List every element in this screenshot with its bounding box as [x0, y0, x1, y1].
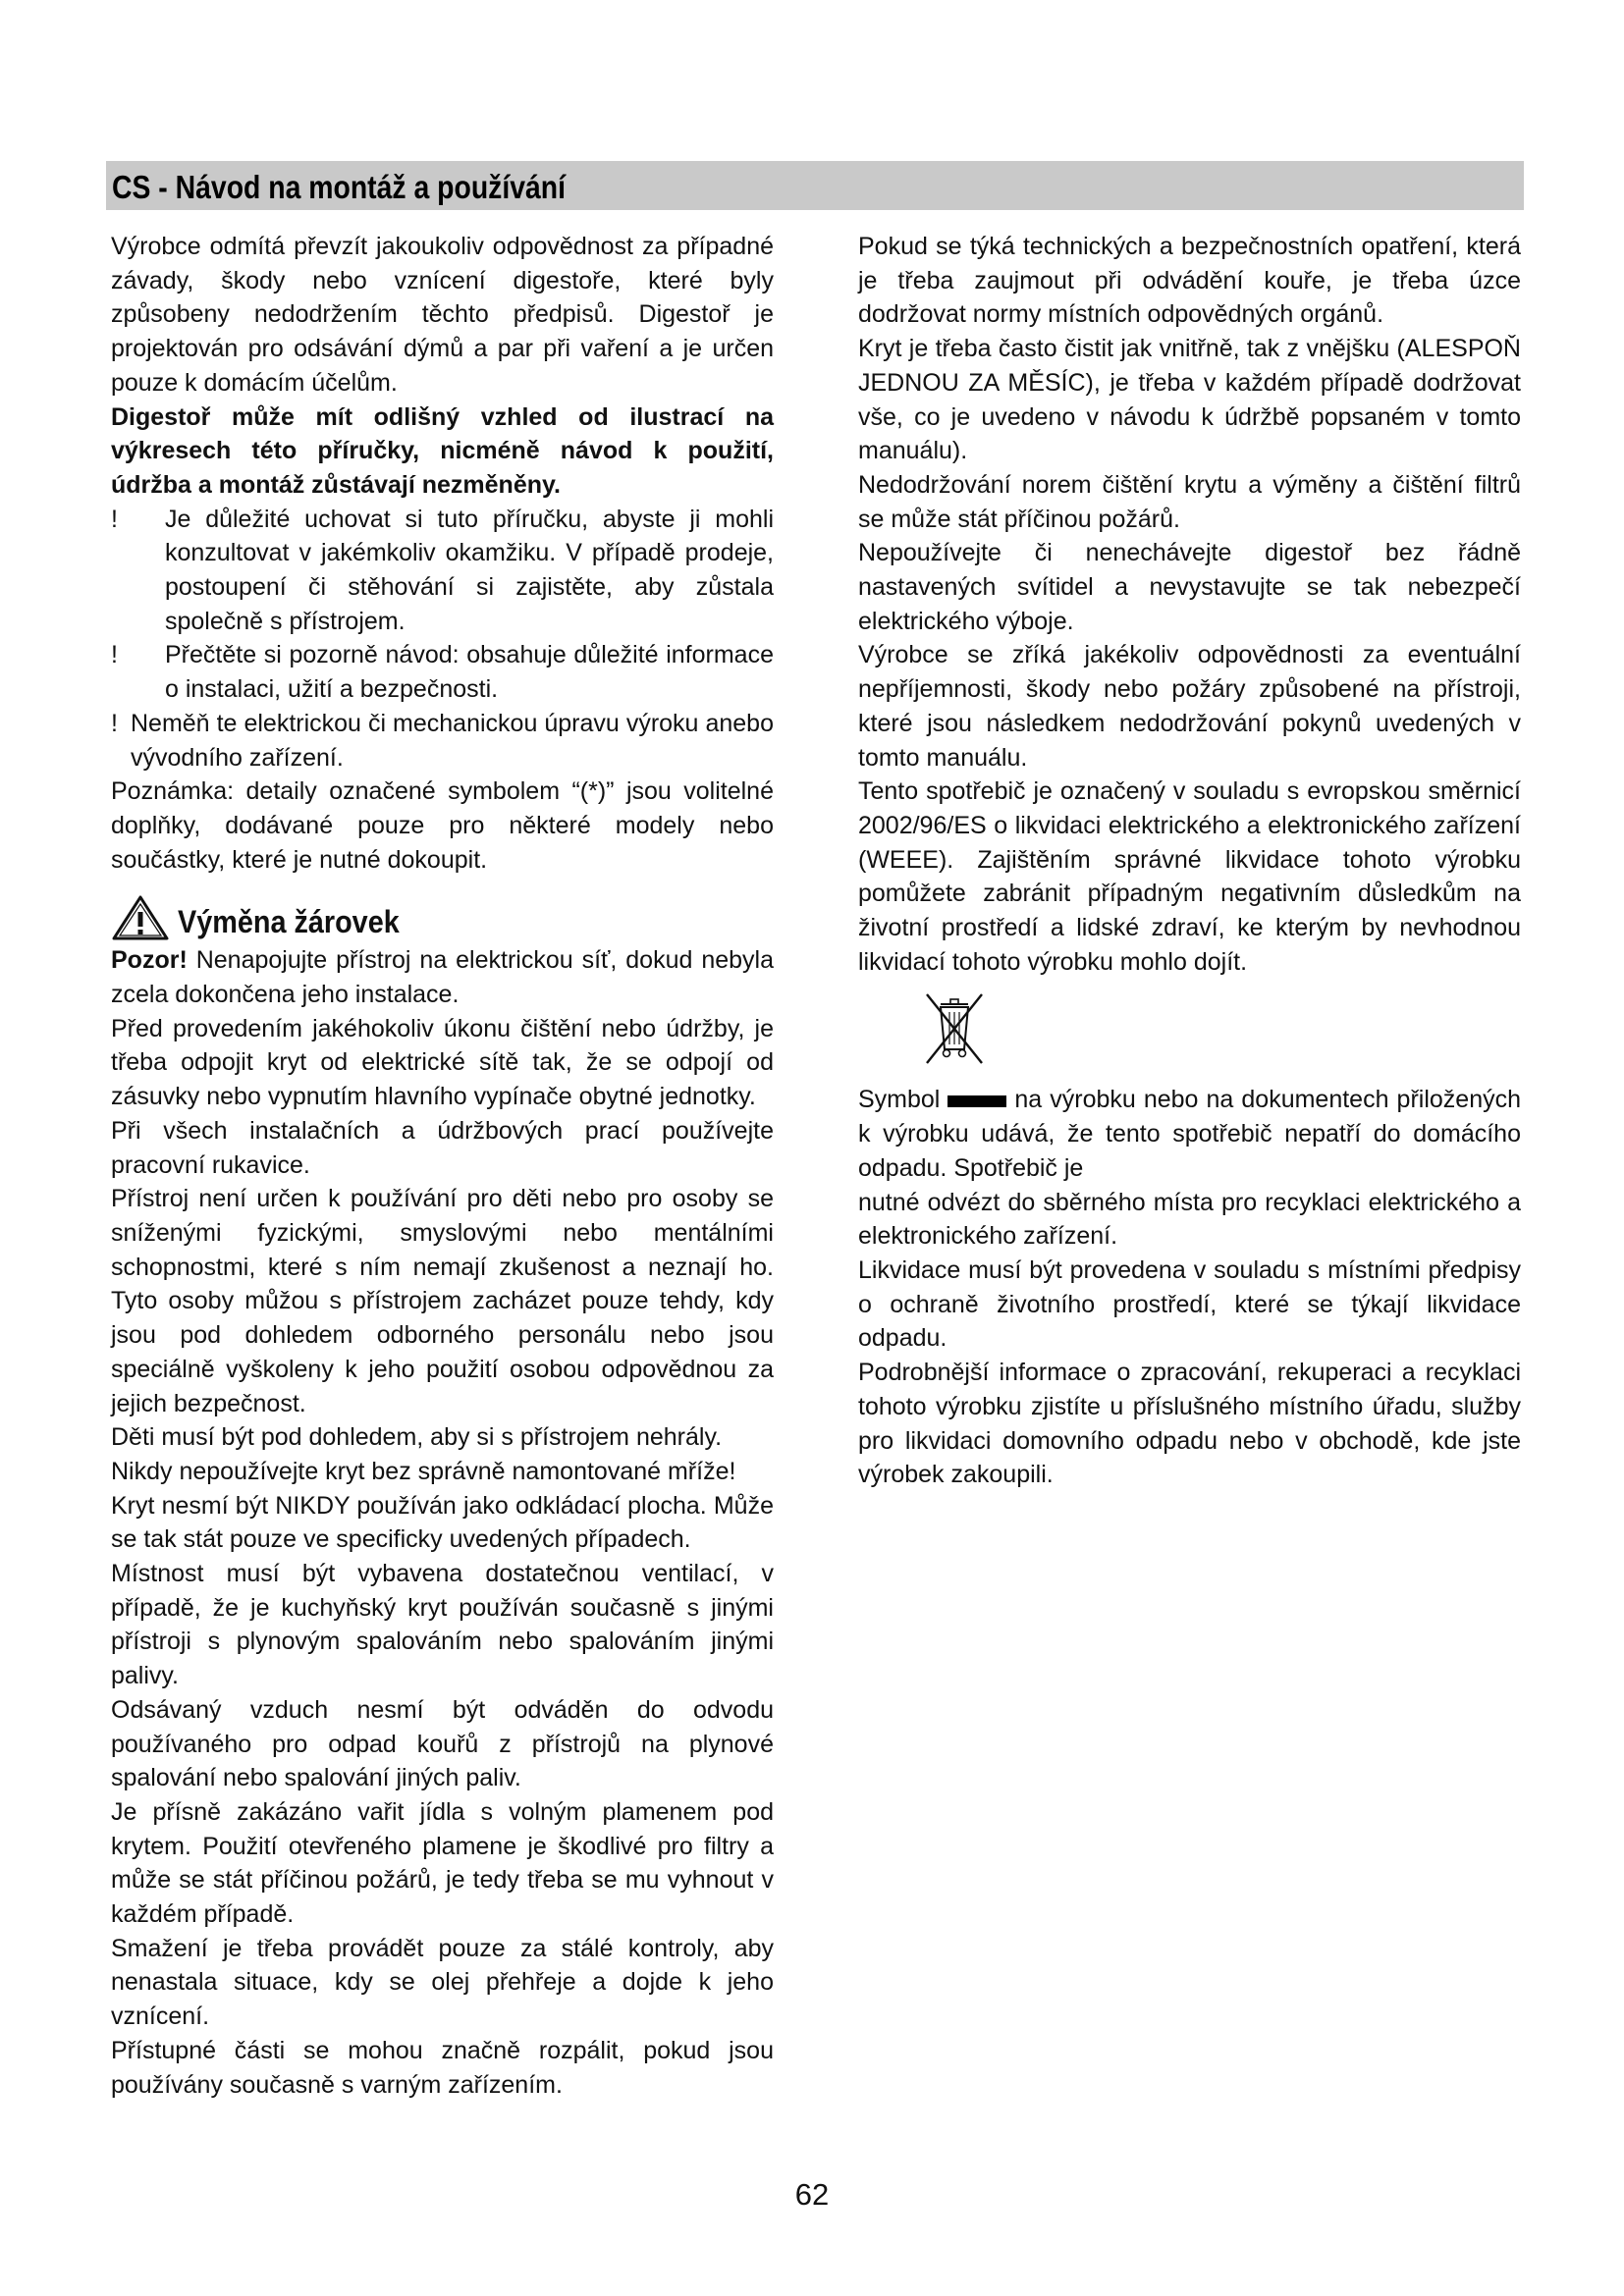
bullet-mark: ! — [111, 641, 118, 669]
bullet-text: Neměň te elektrickou či mechanickou úpravu výroku anebo vývodního zařízení. — [131, 709, 774, 772]
body-paragraph: Nikdy nepoužívejte kryt bez správně namontované mříže! — [111, 1457, 736, 1485]
body-paragraph: Děti musí být pod dohledem, aby si s přístrojem nehrály. — [111, 1423, 723, 1452]
bullet-text: Je důležité uchovat si tuto příručku, abyste ji mohli konzultovat v jakémkoliv okamžiku. V případě prodeje, postoupení či stěhování si zajistěte, aby zůstala společně s přístrojem. — [165, 505, 774, 635]
body-paragraph: Přístroj není určen k používání pro děti nebo pro osoby se sníženými fyzickými, smyslovými nebo mentálními schopnostmi, které s ním nemají zkušenost a neznají ho. Tyto osoby můžou s přístrojem zacházet pouze tehdy, kdy jsou pod dohledem odborného personálu nebo jsou speciálně vyškoleny k jeho použití osobou odpovědnou za jejich bezpečnost. — [111, 1185, 774, 1417]
weee-symbol-area — [858, 990, 1521, 1077]
right-column — [858, 230, 1521, 1492]
body-paragraph: Odsávaný vzduch nesmí být odváděn do odvodu používaného pro odpad kouřů z přístrojů na plynové spalování nebo spalování jiných paliv. — [111, 1695, 774, 1792]
page-title: CS - Návod na montáž a používání — [112, 169, 567, 205]
bullet-item — [111, 503, 774, 639]
body-paragraph: Kryt nesmí být NIKDY používán jako odkládací plocha. Může se tak stát pouze ve specificky uvedených případech. — [111, 1491, 774, 1554]
bullet-item — [111, 638, 774, 706]
body-paragraph: Pokud se týká technických a bezpečnostních opatření, která je třeba zaujmout při odvádění kouře, je třeba úzce dodržovat normy místních odpovědných orgánů. — [858, 233, 1521, 329]
bullet-mark: ! — [111, 709, 118, 737]
warning-triangle-icon — [111, 894, 170, 941]
intro-paragraph: Výrobce odmítá převzít jakoukoliv odpovědnost za případné závady, škody nebo vznícení digestoře, které byly způsobeny nedodržením těchto předpisů. Digestoř je projektován pro odsávání dýmů a par při vaření a je určen pouze k domácím účelům. — [111, 233, 774, 397]
body-paragraph: Místnost musí být vybavena dostatečnou ventilací, v případě, že je kuchyňský kryt používán současně s jinými přístroji s plynovým spalováním nebo spalováním jinými palivy. — [111, 1560, 774, 1690]
body-paragraph: Před provedením jakéhokoliv úkonu čištění nebo údržby, je třeba odpojit kryt od elektrické sítě tak, že se odpojí od zásuvky nebo vypnutím hlavního vypínače obytné jednotky. — [111, 1014, 774, 1111]
warning-text: Nenapojujte přístroj na elektrickou síť, dokud nebyla zcela dokončena jeho instalace. — [111, 946, 774, 1009]
page-number: 62 — [794, 2177, 830, 2212]
section-title: Výměna žárovek — [178, 904, 400, 940]
body-paragraph: Nepoužívejte či nenechávejte digestoř bez řádně nastavených svítidel a nevystavujte se tak nebezpečí elektrického výboje. — [858, 539, 1521, 635]
body-paragraph: nutné odvézt do sběrného místa pro recyklaci elektrického a elektronického zařízení. — [858, 1188, 1521, 1251]
body-paragraph: Při všech instalačních a údržbových prací používejte pracovní rukavice. — [111, 1116, 774, 1179]
body-paragraph: Smažení je třeba provádět pouze za stálé kontroly, aby nenastala situace, kdy se olej přehřeje a dojde k jeho vznícení. — [111, 1934, 774, 2031]
body-paragraph: Kryt je třeba často čistit jak vnitřně, tak z vnějšku (ALESPOŇ JEDNOU ZA MĚSÍC), je třeba v každém případě dodržovat vše, co je uvedeno v návodu k údržbě popsaném v tomto manuálu). — [858, 335, 1521, 465]
symbol-paragraph — [858, 1083, 1521, 1185]
note-paragraph: Poznámka: detaily označené symbolem “(*)” jsou volitelné doplňky, dodávané pouze pro některé modely nebo součástky, které je nutné dokoupit. — [111, 777, 774, 874]
symbol-text: na výrobku nebo na dokumentech přiložených k výrobku udává, že tento spotřebič nepatří do domácího odpadu. Spotřebič je — [858, 1086, 1521, 1182]
header-bar — [106, 161, 1524, 210]
crossed-out-wheelie-bin-icon — [921, 990, 988, 1069]
bold-note: Digestoř může mít odlišný vzhled od ilustrací na výkresech této příručky, nicméně návod k použití, údržba a montáž zůstávají nezměněny. — [111, 402, 774, 499]
section-heading — [111, 894, 774, 941]
warning-label: Pozor! — [111, 946, 188, 975]
bullet-text: Přečtěte si pozorně návod: obsahuje důležité informace o instalaci, užití a bezpečnosti. — [165, 641, 774, 704]
body-paragraph: Tento spotřebič je označený v souladu s evropskou směrnicí 2002/96/ES o likvidaci elektrického a elektronického zařízení (WEEE). Zajištěním správné likvidace tohoto výrobku pomůžete zabránit případným negativním důsledkům na životní prostředí a lidské zdraví, ke kterým by nevhodnou likvidací tohoto výrobku mohlo dojít. — [858, 777, 1521, 976]
warning-paragraph — [111, 943, 774, 1011]
body-paragraph: Likvidace musí být provedena v souladu s místními předpisy o ochraně životního prostředí, které se týkají likvidace odpadu. — [858, 1255, 1521, 1353]
black-bar-symbol-icon — [947, 1095, 1006, 1107]
body-paragraph: Je přísně zakázáno vařit jídla s volným plamenem pod krytem. Použití otevřeného plamene je škodlivé pro filtry a může se stát příčinou požárů, je tedy třeba se mu vyhnout v každém případě. — [111, 1797, 774, 1929]
body-paragraph: Nedodržování norem čištění krytu a výměny a čištění filtrů se může stát příčinou požárů. — [858, 470, 1521, 533]
body-paragraph: Přístupné části se mohou značně rozpálit, pokud jsou používány současně s varným zařízením. — [111, 2036, 774, 2099]
body-paragraph: Podrobnější informace o zpracování, rekuperaci a recyklaci tohoto výrobku zjistíte u příslušného místního úřadu, služby pro likvidaci domovního odpadu nebo v obchodě, kde jste výrobek zakoupili. — [858, 1359, 1521, 1489]
bullet-item — [111, 707, 774, 774]
left-column — [111, 230, 774, 2102]
body-paragraph: Výrobce se zříká jakékoliv odpovědnosti za eventuální nepříjemnosti, škody nebo požáry způsobené na přístroji, které jsou následkem nedodržování pokynů uvedených v tomto manuálu. — [858, 641, 1521, 772]
bullet-mark: ! — [111, 505, 118, 533]
symbol-word: Symbol — [858, 1086, 941, 1114]
